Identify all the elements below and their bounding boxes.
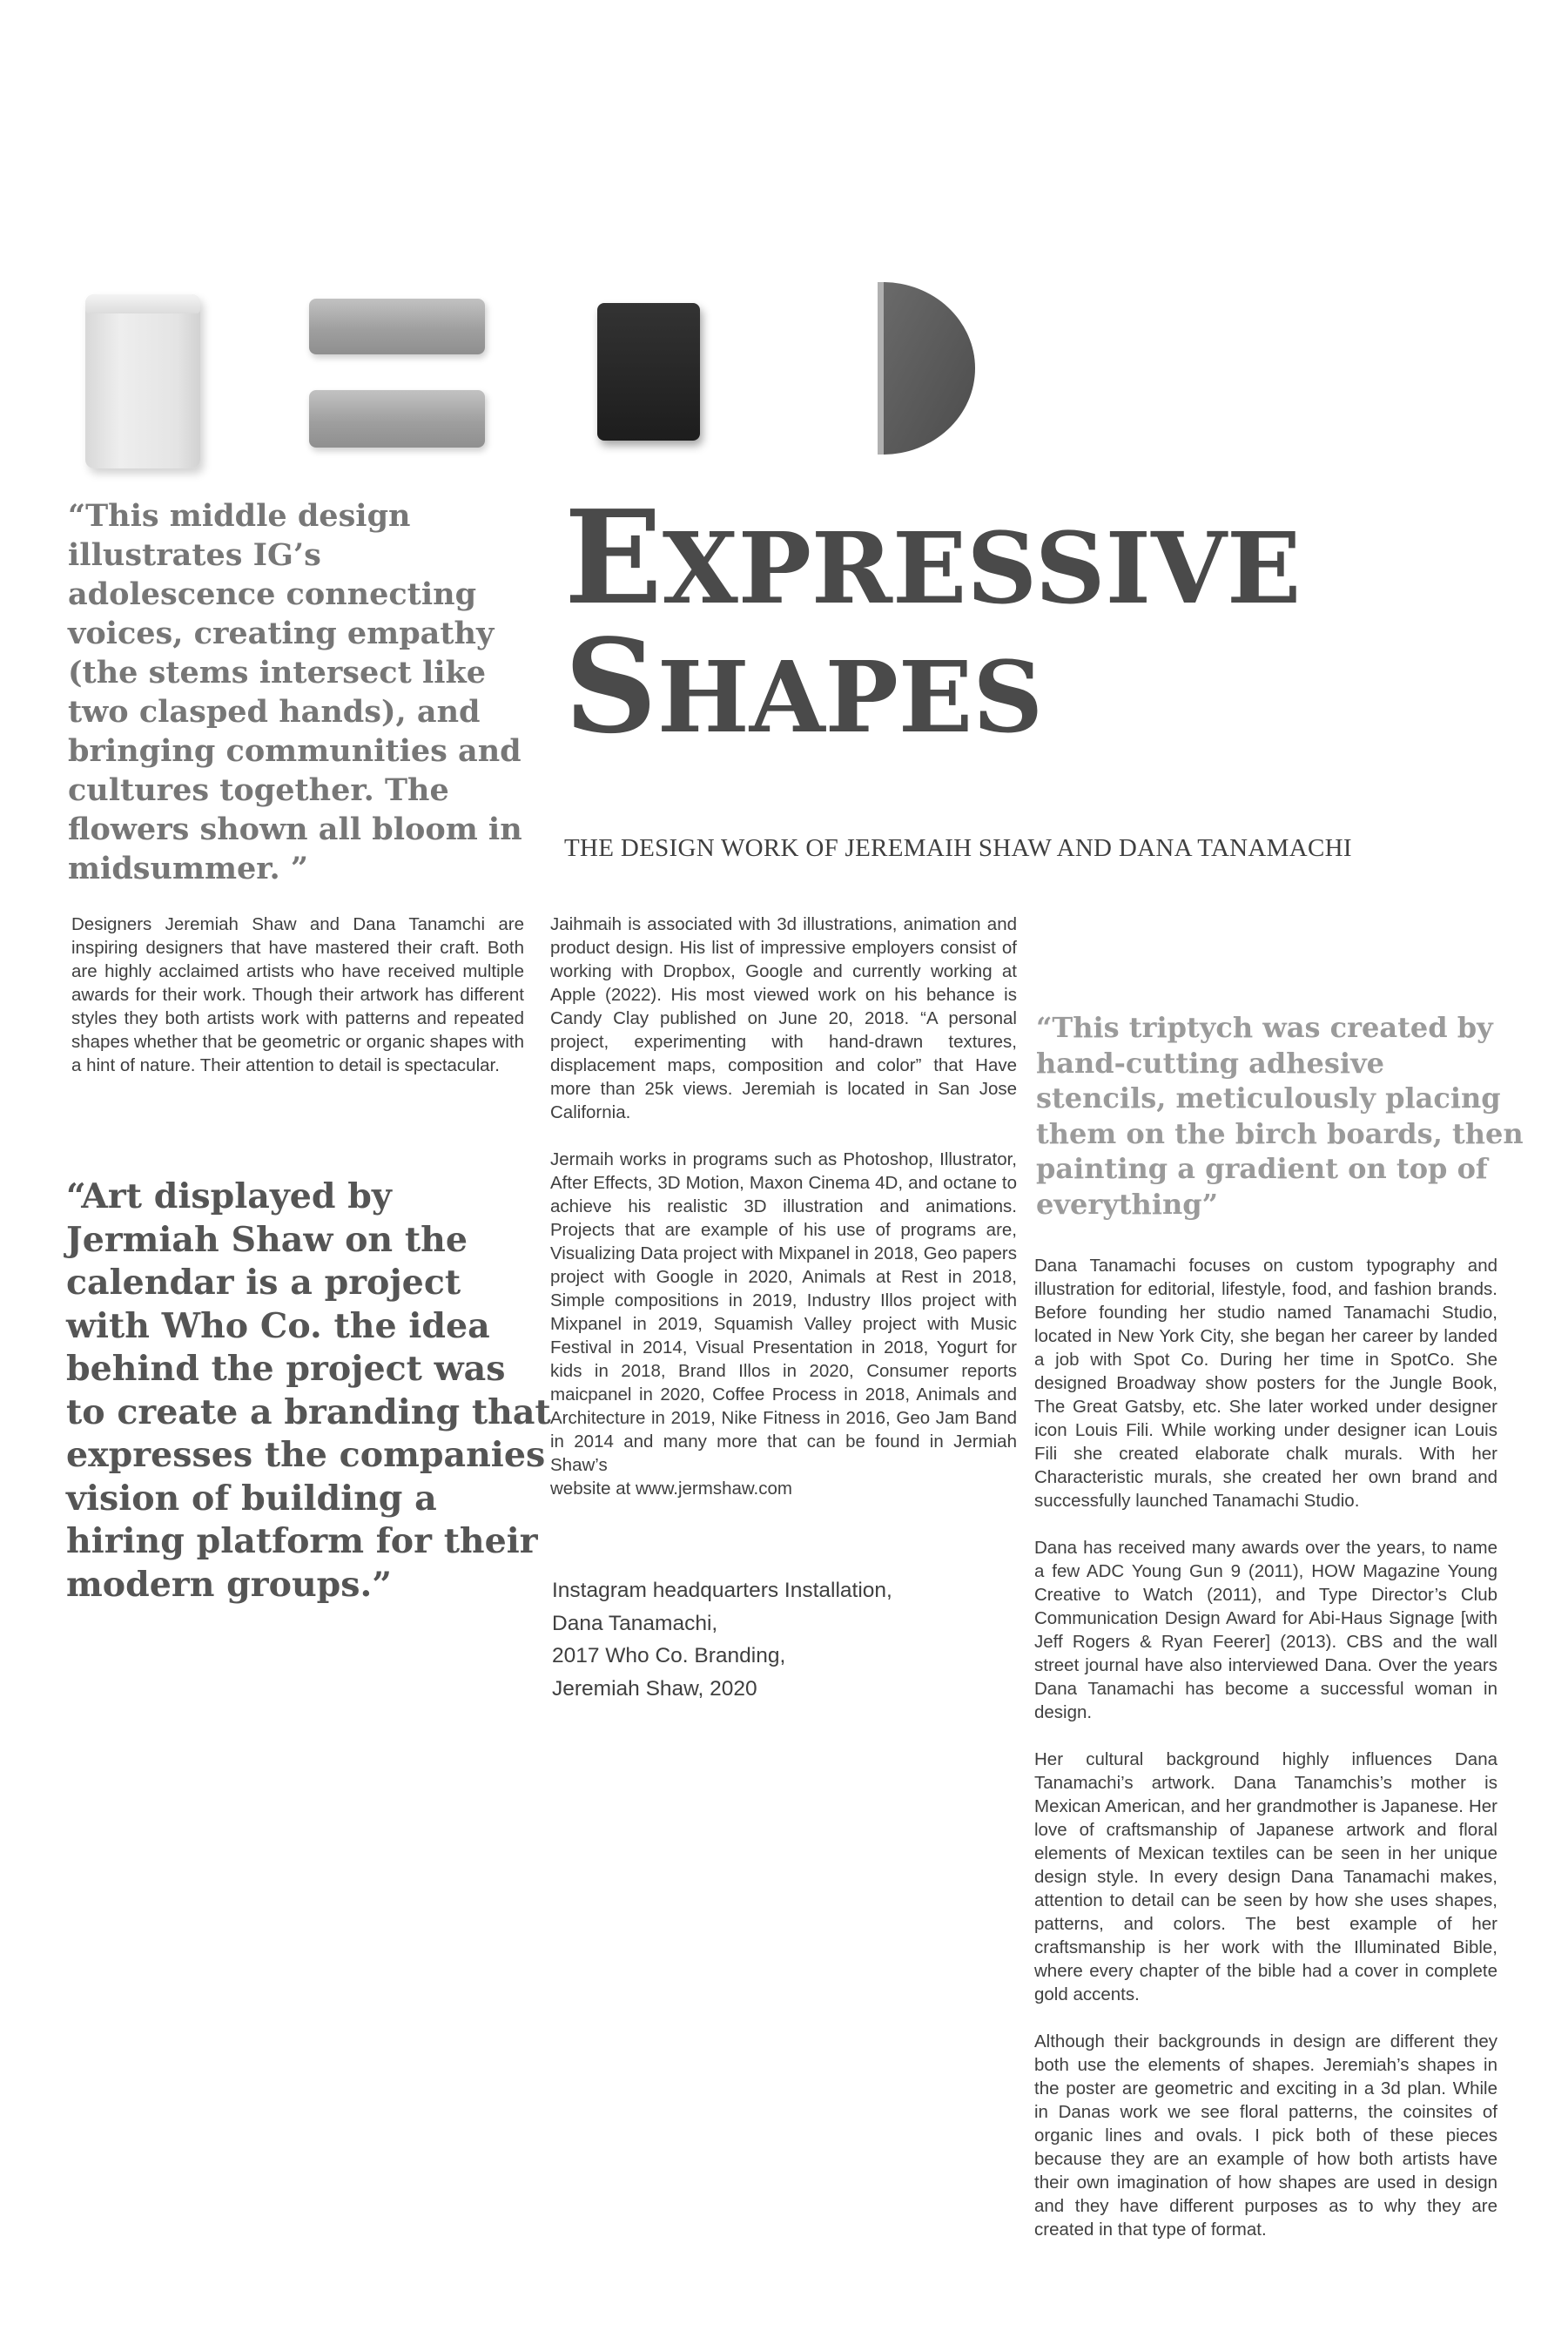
caption-line-4: Jeremiah Shaw, 2020 (552, 1676, 757, 1701)
gray-bar-top-shape (309, 299, 485, 354)
dana-paragraph-3: Her cultural background highly influences Dana Tanamachi’s artwork. Dana Tanamchis’s mother is Mexican American, and her grandmother is Japanese. Her love of craftsmanship of Japanese artwork and floral elements of Mexican textiles can be seen in her unique design style. In every design Dana Tanamachi makes, attention to detail can be seen by how she uses shapes, patterns, and colors. The best example of her craftsmanship is her work with the Illuminated Bible, where every chapter of the bible had a cover in complete gold accents. (1034, 1749, 1497, 2004)
dark-square-shape (597, 303, 700, 441)
jeremiah-paragraph-1: Jaihmaih is associated with 3d illustrations, animation and product design. His list of impressive employers consist of working with Dropbox, Google and currently working at Apple (2022). His most viewed work on his behance is Candy Clay published on June 20, 2018. “A personal project, experimenting with hand-drawn textures, displacement maps, composition and color” that Have more than 25k views. Jeremiah is located in San Jose California. (550, 914, 1017, 1122)
caption-line-3: 2017 Who Co. Branding, (552, 1644, 786, 1667)
gray-bar-bottom-shape (309, 390, 485, 448)
pull-quote-who-co: “Art displayed by Jermiah Shaw on the calendar is a project with Who Co. the idea behind the project was to create a branding that expresses the companies vision of building a hiring platform for their modern groups.” (66, 1176, 551, 1605)
jeremiah-paragraph-2: Jermaih works in programs such as Photoshop, Illustrator, After Effects, 3D Motion, Maxon Cinema 4D, and octane to achieve his realistic 3D illustration and animations. Projects that are example of his use of programs are, Visualizing Data project with Mixpanel in 2018, Geo papers project with Google in 2020, Animals at Rest in 2018, Simple compositions in 2019, Industry Illos project with Mixpanel in 2019, Squamish Valley project with Music Festival in 2014, Visual Presentation in 2018, Yogurt for kids in 2018, Brand Illos in 2020, Consumer reports maicpanel in 2020, Coffee Process in 2018, Animals and Architecture in 2019, Nike Fitness in 2016, Geo Jam Band in 2014 and many more that can be found in Jermiah Shaw’s (550, 1149, 1017, 1475)
dana-column (1034, 1254, 1497, 2265)
title-word2-rest: HAPES (656, 641, 1044, 755)
title-first-letter-e: E (564, 482, 663, 633)
title-word-rest: XPRESSIVE (662, 512, 1302, 626)
jeremiah-website-line: website at www.jermshaw.com (550, 1479, 792, 1499)
title-first-letter-s: S (564, 610, 657, 762)
dana-paragraph-4: Although their backgrounds in design are different they both use the elements of shapes. Jeremiah’s shapes in the poster are geometric and exciting in a 3d plan. While in Danas work we see floral patterns, the coinsites of organic lines and ovals. I pick both of these pieces because they are an example of how both artists have their own imagination of how shapes are used in design and they have different purposes as to why they are created in that type of format. (1034, 2031, 1497, 2240)
intro-column (71, 913, 524, 1101)
intro-paragraph: Designers Jeremiah Shaw and Dana Tanamchi are inspiring designers that have mastered their craft. Both are highly acclaimed artists who have received multiple awards for their work. Though their artwork has different styles they both artists work with patterns and repeated shapes whether that be geometric or organic shapes with a hint of nature. Their attention to detail is spectacular. (71, 914, 524, 1075)
half-circle-shape (878, 282, 975, 455)
jeremiah-column (550, 913, 1017, 1524)
pull-quote-triptych: “This triptych was created by hand-cutting adhesive stencils, meticulously placing them on the birch boards, then painting a gradient on top of everything” (1036, 1011, 1524, 1221)
light-cube-shape (85, 294, 200, 468)
page-title (564, 482, 1539, 762)
caption-line-1: Instagram headquarters Installation, (552, 1579, 892, 1602)
image-caption (552, 1574, 1005, 1705)
pull-quote-ig: “This middle design illustrates IG’s adolescence connecting voices, creating empathy (the stems intersect like two clasped hands), and bringing communities and cultures together. The flowers shown all bloom in midsummer. ” (68, 498, 522, 886)
dana-paragraph-1: Dana Tanamachi focuses on custom typography and illustration for editorial, lifestyle, food, and fashion brands. Before founding her studio named Tanamachi Studio, located in New York City, she began her career by landed a job with Spot Co. During her time in SpotCo. She designed Broadway show posters for the Jungle Book, The Great Gatsby, etc. She later worked under designer icon Louis Fili. While working under designer ican Louis Fili she created elaborate chalk murals. With her Characteristic murals, she created her own brand and successfully launched Tanamachi Studio. (1034, 1256, 1497, 1511)
dana-paragraph-2: Dana has received many awards over the years, to name a few ADC Young Gun 9 (2011), HOW Magazine Young Creative to Watch (2011), and Type Director’s Club Communication Design Award for Abi-Haus Signage [with Jeff Rogers & Ryan Feerer] (2013). CBS and the wall street journal have also interviewed Dana. Over the years Dana Tanamachi has become a successful woman in design. (1034, 1538, 1497, 1722)
caption-line-2: Dana Tanamachi, (552, 1611, 718, 1635)
subtitle: THE DESIGN WORK OF JEREMAIH SHAW AND DANA TANAMACHI (564, 834, 1352, 862)
